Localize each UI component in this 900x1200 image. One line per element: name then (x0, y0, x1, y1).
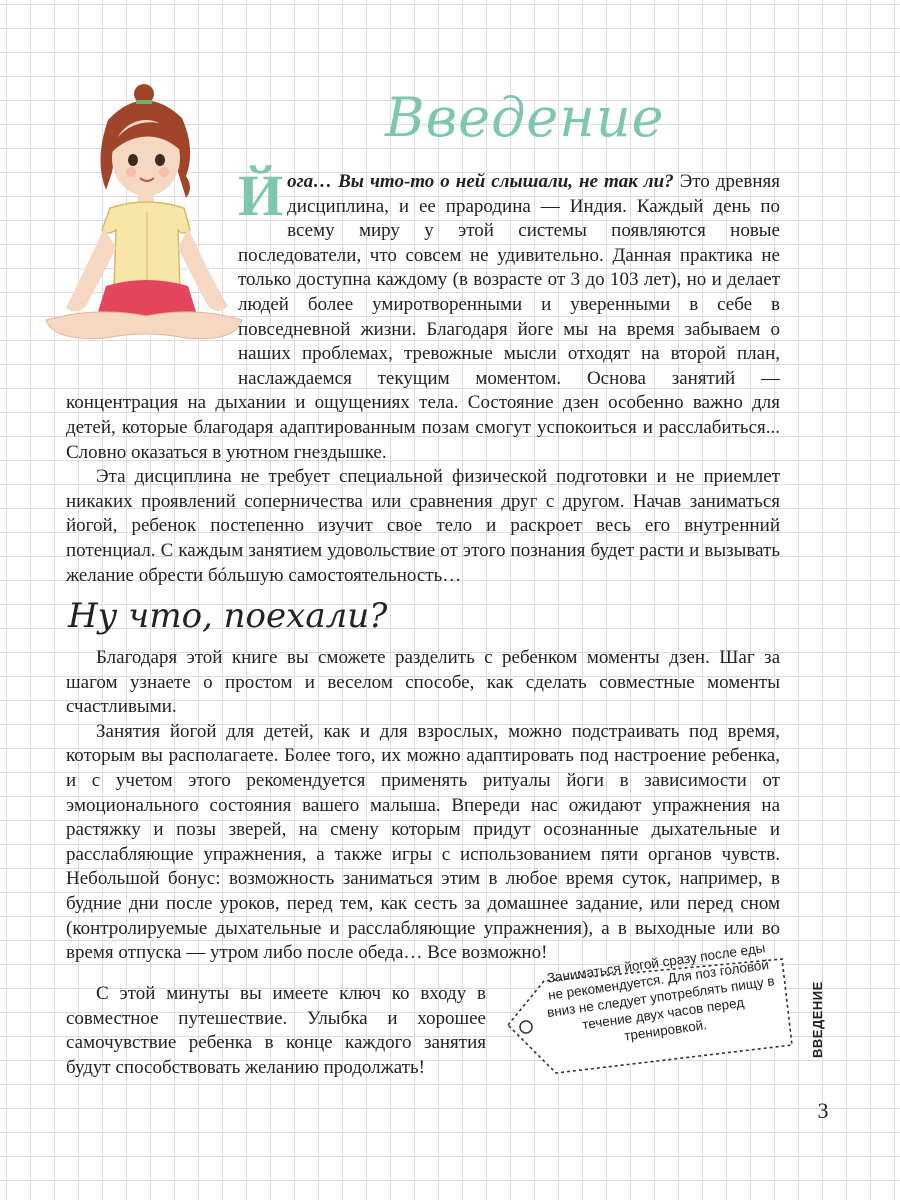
body-paragraph-1: Благодаря этой книге вы сможете разделить с ребенком моменты дзен. Шаг за шагом узнаете о простом и веселом способе, как сделать совместные моменты счастливыми. (66, 647, 780, 718)
tip-tag (500, 940, 800, 1085)
intro-paragraph-2: Эта дисциплина не требует специальной физической подготовки и не приемлет никаких проявлений соперничества или сравнения друг с другом. Начав заниматься йогой, ребенок постепенно изучит свое тело и раскроет весь его внутренний потенциал. С каждым занятием удовольствие от этого познания будет расти и вызывать желание обрести бóльшую самостоятельность… (66, 466, 780, 586)
drop-cap: Й (238, 163, 284, 228)
illustration-spacer (66, 170, 238, 380)
intro-section (66, 163, 780, 588)
section-side-label: ВВЕДЕНИЕ (810, 981, 825, 1059)
closing-paragraph (66, 982, 486, 1080)
body-section (66, 646, 780, 966)
intro-lead: ога… Вы что-то о ней слышали, не так ли? (287, 171, 674, 192)
page-title: Введение (385, 86, 665, 149)
body-paragraph-2: Занятия йогой для детей, как и для взрослых, можно подстраивать под время, которым вы располагаете. Более того, их можно адаптировать под настроение ребенка, и с учетом этого рекомендуется применять ритуалы йоги в зависимости от эмоционального состояния вашего малыша. Впереди нас ожидают упражнения на растяжку и позы зверей, на смену которым придут осознанные дыхательные и расслабляющие упражнения, а также игры с использованием пяти органов чувств. Небольшой бонус: возможность заниматься этим в любое время суток, например, в будние дни после уроков, перед тем, как сесть за домашнее задание, или перед сном (контролируемые дыхательные и расслабляющие упражнения), а в выходные или во время отпуска — утром либо после обеда… Все возможно! (66, 720, 780, 964)
intro-paragraph: Это древняя дисциплина, и ее прародина — Индия. Каждый день по всему миру у этой системы появляются новые последователи, что совсем не удивительно. Данная практика не только доступна каждому (в возрасте от 3 до 103 лет), но и делает людей более умиротворенными и уверенными в себе в повседневной жизни. Благодаря йоге мы на время забываем о наших проблемах, тревожные мысли отходят на второй план, наслаждаемся текущим моментом. Основа занятий — концентрация на дыхании и ощущениях тела. Состояние дзен особенно важно для детей, которые благодаря адаптированным позам смогут успокоиться и расслабиться... Словно оказаться в уютном гнездышке. (66, 171, 780, 463)
page-number: 3 (817, 1098, 829, 1123)
body-paragraph-3: С этой минуты вы имеете ключ ко входу в совместное путешествие. Улыбка и хорошее самочувствие ребенка в конце каждого занятия будут способствовать желанию продолжать! (66, 983, 486, 1078)
tip-text: Заниматься йогой сразу после еды не рекомендуется. Для поз головой вниз не следует употреблять пищу в течение двух часов перед тренировкой. (545, 940, 776, 1044)
section-subtitle: Ну что, поехали? (68, 596, 388, 636)
